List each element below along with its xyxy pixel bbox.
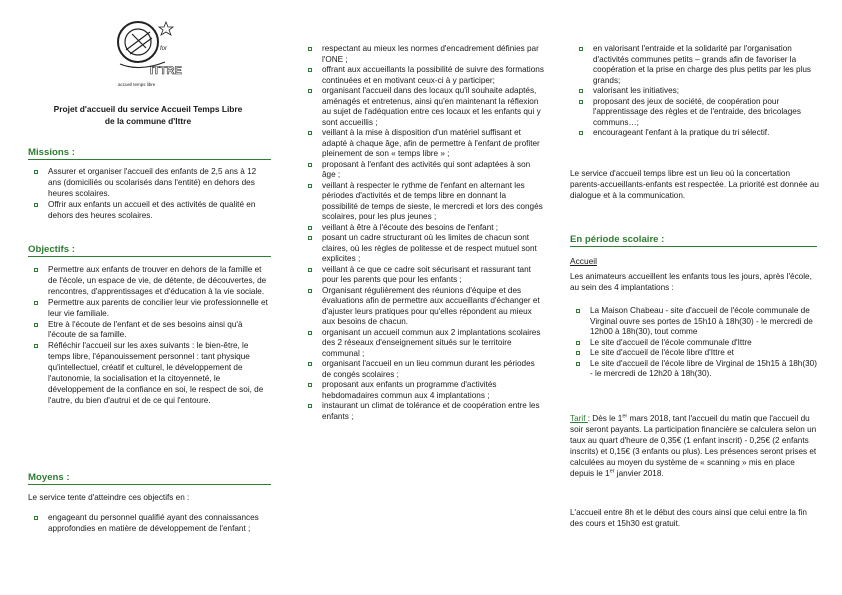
checkbox-bullet-icon bbox=[308, 47, 312, 51]
list-item: Le site d'accueil de l'école libre de Virginal de 15h15 à 18h(30) - le mercredi de 12h20 à 18h(30). bbox=[570, 359, 820, 380]
missions-list bbox=[28, 167, 271, 222]
list-item: organisant un accueil commun aux 2 implantations scolaires des 2 réseaux d'enseignement situés sur le territoire communal ; bbox=[302, 328, 544, 360]
tarif-label: Tarif bbox=[570, 414, 588, 423]
checkbox-bullet-icon bbox=[34, 301, 38, 305]
checkbox-bullet-icon bbox=[34, 344, 38, 348]
list-item: proposant des jeux de société, de coopération pour l'apprentissage des règles et de l'entraide, des bricolages communs…; bbox=[573, 97, 821, 129]
list-item: Assurer et organiser l'accueil des enfants de 2,5 ans à 12 ans (domiciliés ou scolarisés dans l'entité) en dehors des heures scolaires. bbox=[28, 167, 271, 200]
checkbox-bullet-icon bbox=[308, 68, 312, 72]
list-item: Permettre aux parents de concilier leur vie professionnelle et leur vie familiale. bbox=[28, 298, 271, 320]
list-item: organisant l'accueil dans des locaux qu'il souhaite adaptés, aménagés et entretenus, ainsi qu'en maintenant la réflexion au sujet de l'adéquation entre ces locaux et les enfants qui y sont accueillis ; bbox=[302, 86, 544, 128]
checkbox-bullet-icon bbox=[579, 47, 583, 51]
moyens-list-continued bbox=[302, 44, 544, 422]
list-item: veillant à la mise à disposition d'un matériel suffisant et adapté à chaque âge, afin de permettre à l'enfant de profiter pleinement de son « temps libre » ; bbox=[302, 128, 544, 160]
missions-heading: Missions : bbox=[28, 147, 271, 160]
svg-text:for: for bbox=[160, 46, 168, 52]
accueil-intro: Les animateurs accueillent les enfants tous les jours, après l'école, au sein des 4 implantations : bbox=[570, 272, 812, 292]
checkbox-bullet-icon bbox=[576, 362, 580, 366]
list-item: instaurant un climat de tolérance et de coopération entre les enfants ; bbox=[302, 401, 544, 422]
checkbox-bullet-icon bbox=[308, 383, 312, 387]
checkbox-bullet-icon bbox=[308, 331, 312, 335]
checkbox-bullet-icon bbox=[308, 184, 312, 188]
objectifs-list bbox=[28, 265, 271, 407]
checkbox-bullet-icon bbox=[34, 170, 38, 174]
checkbox-bullet-icon bbox=[576, 309, 580, 313]
moyens-intro: Le service tente d'atteindre ces objectifs en : bbox=[28, 493, 190, 502]
checkbox-bullet-icon bbox=[308, 362, 312, 366]
moyens-heading: Moyens : bbox=[28, 472, 271, 485]
list-item: encourageant l'enfant à la pratique du tri sélectif. bbox=[573, 128, 821, 139]
checkbox-bullet-icon bbox=[34, 268, 38, 272]
checkbox-bullet-icon bbox=[308, 404, 312, 408]
list-item: valorisant les initiatives; bbox=[573, 86, 821, 97]
checkbox-bullet-icon bbox=[34, 203, 38, 207]
list-item: engageant du personnel qualifié ayant des connaissances approfondies en matière de développement de l'enfant ; bbox=[28, 513, 271, 535]
list-item: veillant à être à l'écoute des besoins de l'enfant ; bbox=[302, 223, 544, 234]
list-item: en valorisant l'entraide et la solidarité par l'organisation d'activités communes petits – grands afin de favoriser la coopération et la prise en charge des plus petits par les plus grands; bbox=[573, 44, 821, 86]
svg-text:ITTRE: ITTRE bbox=[150, 65, 182, 77]
list-item: posant un cadre structurant où les limites de chacun sont claires, où les règles de politesse et de respect mutuel sont explicites ; bbox=[302, 233, 544, 265]
list-item: Etre à l'écoute de l'enfant et de ses besoins ainsi qu'à l'écoute de sa famille. bbox=[28, 320, 271, 342]
checkbox-bullet-icon bbox=[308, 289, 312, 293]
list-item: Organisant régulièrement des réunions d'équipe et des évaluations afin de permettre aux accueillants d'échanger et d'ajuster leurs pratiques pour qu'elles répondent au mieux aux besoins de chacun. bbox=[302, 286, 544, 328]
list-item: proposant à l'enfant des activités qui sont adaptées à son âge ; bbox=[302, 160, 544, 181]
moyens-list-end bbox=[573, 44, 821, 139]
horaire-paragraph: L'accueil entre 8h et le début des cours ainsi que celui entre la fin des cours et 15h30 est gratuit. bbox=[570, 508, 807, 528]
checkbox-bullet-icon bbox=[579, 89, 583, 93]
checkbox-bullet-icon bbox=[34, 516, 38, 520]
title-line-1: Projet d'accueil du service Accueil Temps Libre bbox=[53, 104, 243, 114]
title-line-2: de la commune d'Ittre bbox=[104, 116, 192, 126]
list-item: Le site d'accueil de l'école communale d'Ittre bbox=[570, 338, 820, 349]
list-item: Permettre aux enfants de trouver en dehors de la famille et de l'école, un espace de vie, de détente, de découvertes, de rencontres, d'apprentissages et d'éducation à la vie sociale. bbox=[28, 265, 271, 298]
checkbox-bullet-icon bbox=[308, 268, 312, 272]
list-item: Réfléchir l'accueil sur les axes suivants : le bien-être, le temps libre, l'épanouissement personnel : tant physique qu'intellectuel, créatif et culturel, le développement de l'autonomie, la socialisation et la citoyenneté, le développement de la confiance en soi, le respect de soi, de l'autre, du bien d'autrui et de ce qui l'entoure. bbox=[28, 341, 271, 406]
document-title bbox=[24, 103, 272, 127]
list-item: veillant à respecter le rythme de l'enfant en alternant les périodes d'activités et de temps libre en donnant la possibilité de temps de sieste, le mercredi et lors des congés scolaires, pour les plus jeunes ; bbox=[302, 181, 544, 223]
list-item: veillant à ce que ce cadre soit sécurisant et rassurant tant pour les parents que pour les enfants ; bbox=[302, 265, 544, 286]
moyens-list bbox=[28, 513, 271, 535]
list-item: Le site d'accueil de l'école libre d'Ittre et bbox=[570, 348, 820, 359]
list-item: organisant l'accueil en un lieu commun durant les périodes de congés scolaires ; bbox=[302, 359, 544, 380]
list-item: respectant au mieux les normes d'encadrement définies par l'ONE ; bbox=[302, 44, 544, 65]
checkbox-bullet-icon bbox=[579, 100, 583, 104]
objectifs-heading: Objectifs : bbox=[28, 244, 271, 257]
ittre-logo bbox=[108, 12, 186, 90]
list-item: Offrir aux enfants un accueil et des activités de qualité en dehors des heures scolaires. bbox=[28, 200, 271, 222]
checkbox-bullet-icon bbox=[34, 323, 38, 327]
list-item: proposant aux enfants un programme d'activités hebdomadaires commun aux 4 implantations ; bbox=[302, 380, 544, 401]
checkbox-bullet-icon bbox=[308, 236, 312, 240]
checkbox-bullet-icon bbox=[576, 341, 580, 345]
periode-scolaire-heading: En période scolaire : bbox=[570, 234, 817, 247]
checkbox-bullet-icon bbox=[579, 131, 583, 135]
checkbox-bullet-icon bbox=[308, 131, 312, 135]
accueil-label: Accueil bbox=[570, 256, 597, 266]
checkbox-bullet-icon bbox=[308, 163, 312, 167]
checkbox-bullet-icon bbox=[576, 351, 580, 355]
implantations-list bbox=[570, 306, 820, 380]
list-item: offrant aux accueillants la possibilité de suivre des formations continuées et en motivant ceux-ci à y participer; bbox=[302, 65, 544, 86]
list-item: La Maison Chabeau - site d'accueil de l'école communale de Virginal ouvre ses portes de 15h10 à 18h(30) - le mercredi de 12h00 à 18h(30), tout comme bbox=[570, 306, 820, 338]
concertation-paragraph: Le service d'accueil temps libre est un lieu où la concertation parents-accueillants-enfants est respectée. La priorité est donnée au dialogue et à la communication. bbox=[570, 169, 819, 200]
checkbox-bullet-icon bbox=[308, 226, 312, 230]
tarif-paragraph: Tarif : Dès le 1er mars 2018, tant l'accueil du matin que l'accueil du soir seront payants. La participation financière se calculera selon un taux au quart d'heure de 0,35€ (1 enfant inscrit) - 0,25€ (2 enfants inscrits) et 0,15€ (3 enfants ou plus). Les présences seront prises et calculées au moyen du système de « scanning » mis en place depuis le 1er janvier 2018. bbox=[570, 413, 817, 478]
checkbox-bullet-icon bbox=[308, 89, 312, 93]
svg-text:accueil temps libre: accueil temps libre bbox=[118, 82, 156, 87]
